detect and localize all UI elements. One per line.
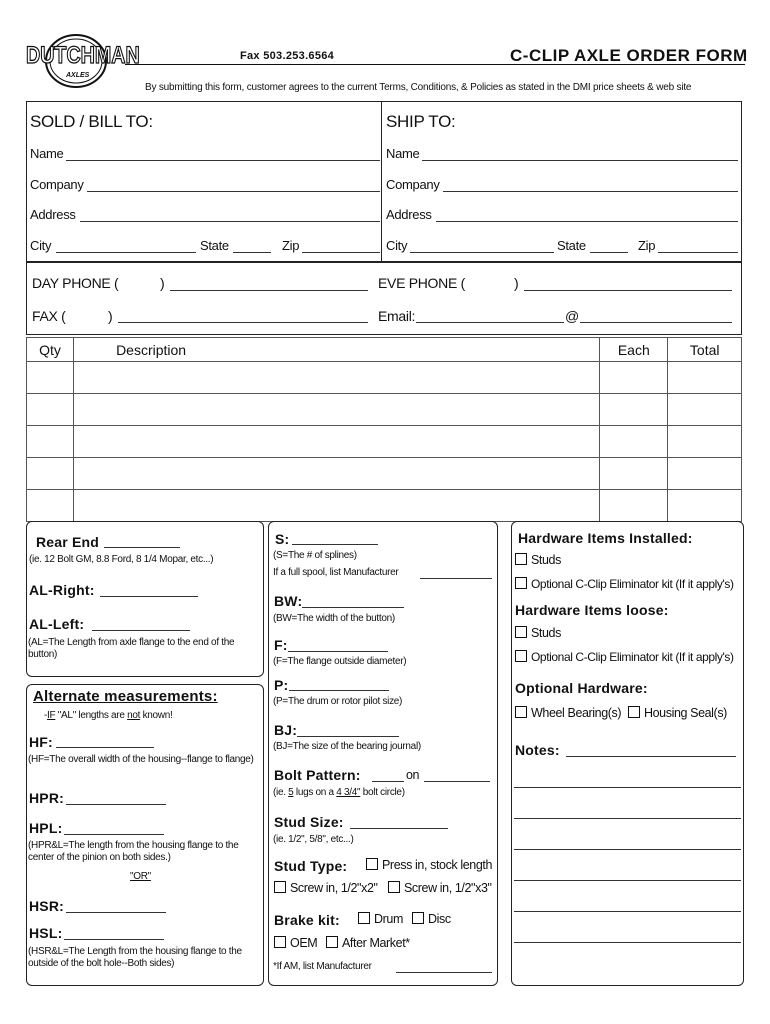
notes-line[interactable]: [514, 911, 741, 912]
disc-option[interactable]: [412, 912, 451, 926]
notes-line[interactable]: [514, 849, 741, 850]
stud-size-field[interactable]: [350, 828, 448, 829]
table-row[interactable]: [27, 362, 742, 394]
sold-name-field[interactable]: [66, 160, 380, 161]
hsr-field[interactable]: [66, 912, 166, 913]
bolt-hint-mid: lugs on a: [293, 787, 337, 798]
press-in-option[interactable]: [366, 858, 492, 872]
rear-end-field[interactable]: [104, 547, 180, 548]
ship-city-field[interactable]: [410, 252, 554, 253]
address-divider: [381, 101, 382, 263]
installed-heading: Hardware Items Installed:: [518, 530, 693, 546]
loose-studs-checkbox[interactable]: [515, 626, 527, 638]
email-user-field[interactable]: [416, 322, 564, 323]
logo-subtext: AXLES: [66, 72, 90, 79]
hf-hint: (HF=The overall width of the housing--flange to flange): [28, 754, 254, 765]
ship-name-field[interactable]: [422, 160, 738, 161]
am-note: *If AM, list Manufacturer: [273, 961, 372, 972]
loose-eliminator-option[interactable]: [515, 650, 734, 664]
wheel-bearing-checkbox[interactable]: [515, 706, 527, 718]
bj-label: BJ:: [274, 722, 298, 738]
screw-3-option[interactable]: [388, 881, 492, 895]
brake-kit-label: Brake kit:: [274, 912, 340, 928]
oem-label: OEM: [290, 936, 318, 950]
hsl-field[interactable]: [64, 939, 164, 940]
screw-2-label: Screw in, 1/2"x2": [290, 881, 378, 895]
sold-state-field[interactable]: [233, 252, 271, 253]
sold-state-label: State: [200, 238, 229, 253]
aftermarket-checkbox[interactable]: [326, 936, 338, 948]
bolt-hint-post: bolt circle): [360, 787, 405, 798]
note-post: known!: [140, 710, 173, 721]
col-each: Each: [600, 338, 668, 362]
screw-3-label: Screw in, 1/2"x3": [404, 881, 492, 895]
rear-end-label: Rear End: [36, 534, 100, 550]
screw-2-checkbox[interactable]: [274, 881, 286, 893]
spool-label: If a full spool, list Manufacturer: [273, 567, 399, 578]
hf-label: HF:: [29, 734, 53, 750]
bolt-hint: [273, 787, 405, 799]
items-header-row: [27, 338, 742, 362]
p-label: P:: [274, 677, 289, 693]
spool-field[interactable]: [420, 578, 492, 579]
hsr-label: HSR:: [29, 898, 65, 914]
hpr-label: HPR:: [29, 790, 65, 806]
loose-heading: Hardware Items loose:: [515, 602, 669, 618]
bj-field[interactable]: [297, 736, 399, 737]
am-manufacturer-field[interactable]: [396, 972, 492, 973]
stud-size-hint: (ie. 1/2", 5/8", etc...): [273, 834, 354, 845]
loose-eliminator-checkbox[interactable]: [515, 650, 527, 662]
f-label: F:: [274, 637, 288, 653]
installed-studs-option[interactable]: [515, 553, 561, 567]
note-mid: "AL" lengths are: [55, 710, 128, 721]
s-label: S:: [275, 531, 290, 547]
p-field[interactable]: [289, 690, 389, 691]
logo-text: DUTCHMAN: [26, 42, 140, 69]
wheel-bearing-option[interactable]: [515, 706, 621, 720]
drum-option[interactable]: [358, 912, 403, 926]
header-rule: [125, 64, 745, 65]
stud-type-label: Stud Type:: [274, 858, 348, 874]
bolt-hint-pre: (ie.: [273, 787, 289, 798]
ship-name-label: Name: [386, 146, 420, 161]
loose-studs-label: Studs: [531, 626, 561, 640]
note-not: not: [127, 710, 141, 721]
items-table: [26, 337, 742, 522]
bj-hint: (BJ=The size of the bearing journal): [273, 741, 421, 752]
hs-hint: (HSR&L=The Length from the housing flange to the outside of the bolt hole--Both sides): [28, 946, 242, 969]
notes-label: Notes:: [515, 742, 560, 758]
oem-option[interactable]: [274, 936, 317, 950]
table-row[interactable]: [27, 394, 742, 426]
table-row[interactable]: [27, 490, 742, 522]
al-right-label: AL-Right:: [29, 582, 95, 598]
sold-name-label: Name: [30, 146, 64, 161]
eve-phone-paren: ): [514, 275, 519, 291]
hp-hint: (HPR&L=The length from the housing flange to the center of the pinion on both sides.): [28, 840, 239, 863]
notes-line[interactable]: [514, 787, 741, 788]
bolt-hint-lugs: 5: [288, 787, 294, 798]
installed-studs-checkbox[interactable]: [515, 553, 527, 565]
bolt-lugs-field[interactable]: [372, 781, 404, 782]
installed-eliminator-label: Optional C-Clip Eliminator kit (If it apply's): [531, 577, 734, 591]
alternate-note: [44, 710, 172, 722]
sold-city-field[interactable]: [56, 252, 196, 253]
fax-paren: ): [108, 308, 113, 324]
drum-label: Drum: [374, 912, 403, 926]
hsl-label: HSL:: [29, 925, 63, 941]
ship-address-label: Address: [386, 207, 432, 222]
note-if: IF: [47, 710, 56, 721]
ship-state-field[interactable]: [590, 252, 628, 253]
ship-zip-label: Zip: [638, 238, 656, 253]
eve-phone-label: EVE PHONE (: [378, 275, 465, 291]
col-total: Total: [668, 338, 742, 362]
loose-studs-option[interactable]: [515, 626, 561, 640]
s-field[interactable]: [292, 544, 378, 545]
day-phone-field[interactable]: [170, 290, 368, 291]
notes-line[interactable]: [514, 942, 741, 943]
hpl-field[interactable]: [64, 834, 164, 835]
stud-size-label: Stud Size:: [274, 814, 344, 830]
installed-eliminator-option[interactable]: [515, 577, 734, 591]
loose-eliminator-label: Optional C-Clip Eliminator kit (If it apply's): [531, 650, 734, 664]
notes-line[interactable]: [514, 818, 741, 819]
press-in-label: Press in, stock length: [382, 858, 493, 872]
bolt-hint-circle: 4 3/4": [336, 787, 361, 798]
hpr-field[interactable]: [66, 804, 166, 805]
sold-zip-field[interactable]: [302, 252, 380, 253]
sold-company-field[interactable]: [87, 191, 380, 192]
email-label: Email:: [378, 308, 416, 324]
screw-3-checkbox[interactable]: [388, 881, 400, 893]
installed-studs-label: Studs: [531, 553, 561, 567]
al-hint: (AL=The Length from axle flange to the end of the button): [28, 637, 235, 660]
col-qty: Qty: [27, 338, 74, 362]
drum-checkbox[interactable]: [358, 912, 370, 924]
notes-line[interactable]: [514, 880, 741, 881]
ship-company-field[interactable]: [443, 191, 738, 192]
ship-city-label: City: [386, 238, 408, 253]
sold-zip-label: Zip: [282, 238, 300, 253]
terms-statement: By submitting this form, customer agrees to the current Terms, Conditions, & Policies as stated in the DMI price sheets & web site: [145, 82, 692, 93]
housing-seal-label: Housing Seal(s): [644, 706, 727, 720]
fax-number: Fax 503.253.6564: [240, 50, 335, 62]
ship-heading: SHIP TO:: [386, 112, 456, 131]
bolt-pattern-label: Bolt Pattern:: [274, 767, 361, 783]
f-hint: (F=The flange outside diameter): [273, 656, 407, 667]
al-left-field[interactable]: [92, 630, 190, 631]
f-field[interactable]: [288, 651, 388, 652]
notes-line[interactable]: [566, 756, 736, 757]
table-row[interactable]: [27, 426, 742, 458]
hf-field[interactable]: [56, 747, 154, 748]
sold-city-label: City: [30, 238, 52, 253]
sold-heading: SOLD / BILL TO:: [30, 112, 153, 131]
housing-seal-option[interactable]: [628, 706, 727, 720]
fax-label: FAX (: [32, 308, 66, 324]
ship-state-label: State: [557, 238, 586, 253]
email-domain-field[interactable]: [580, 322, 732, 323]
alternate-heading: Alternate measurements:: [33, 688, 218, 705]
bolt-on-text: on: [406, 768, 420, 782]
bw-label: BW:: [274, 593, 303, 609]
press-in-checkbox[interactable]: [366, 858, 378, 870]
disc-checkbox[interactable]: [412, 912, 424, 924]
disc-label: Disc: [428, 912, 451, 926]
bw-hint: (BW=The width of the button): [273, 613, 395, 624]
ship-company-label: Company: [386, 177, 440, 192]
day-phone-label: DAY PHONE (: [32, 275, 119, 291]
s-hint: (S=The # of splines): [273, 550, 357, 561]
bw-field[interactable]: [302, 607, 404, 608]
sold-company-label: Company: [30, 177, 84, 192]
aftermarket-label: After Market*: [342, 936, 410, 950]
housing-seal-checkbox[interactable]: [628, 706, 640, 718]
ship-address-field[interactable]: [436, 221, 738, 222]
eve-phone-field[interactable]: [524, 290, 732, 291]
note-dash: -: [44, 710, 48, 721]
sold-address-label: Address: [30, 207, 76, 222]
rear-end-hint: (ie. 12 Bolt GM, 8.8 Ford, 8 1/4 Mopar, etc...): [29, 554, 214, 565]
al-left-label: AL-Left:: [29, 616, 85, 632]
fax-field[interactable]: [118, 322, 368, 323]
p-hint: (P=The drum or rotor pilot size): [273, 696, 403, 707]
hpl-label: HPL:: [29, 820, 63, 836]
ship-zip-field[interactable]: [658, 252, 738, 253]
page-title: C-CLIP AXLE ORDER FORM: [510, 46, 748, 65]
col-description: Description: [74, 338, 600, 362]
wheel-bearing-label: Wheel Bearing(s): [531, 706, 622, 720]
aftermarket-option[interactable]: [326, 936, 410, 950]
optional-heading: Optional Hardware:: [515, 680, 648, 696]
screw-2-option[interactable]: [274, 881, 378, 895]
sold-address-field[interactable]: [80, 221, 380, 222]
or-text: "OR": [130, 871, 151, 882]
bolt-circle-field[interactable]: [424, 781, 490, 782]
oem-checkbox[interactable]: [274, 936, 286, 948]
installed-eliminator-checkbox[interactable]: [515, 577, 527, 589]
table-row[interactable]: [27, 458, 742, 490]
email-at: @: [565, 308, 579, 324]
day-phone-paren: ): [160, 275, 165, 291]
al-right-field[interactable]: [100, 596, 198, 597]
